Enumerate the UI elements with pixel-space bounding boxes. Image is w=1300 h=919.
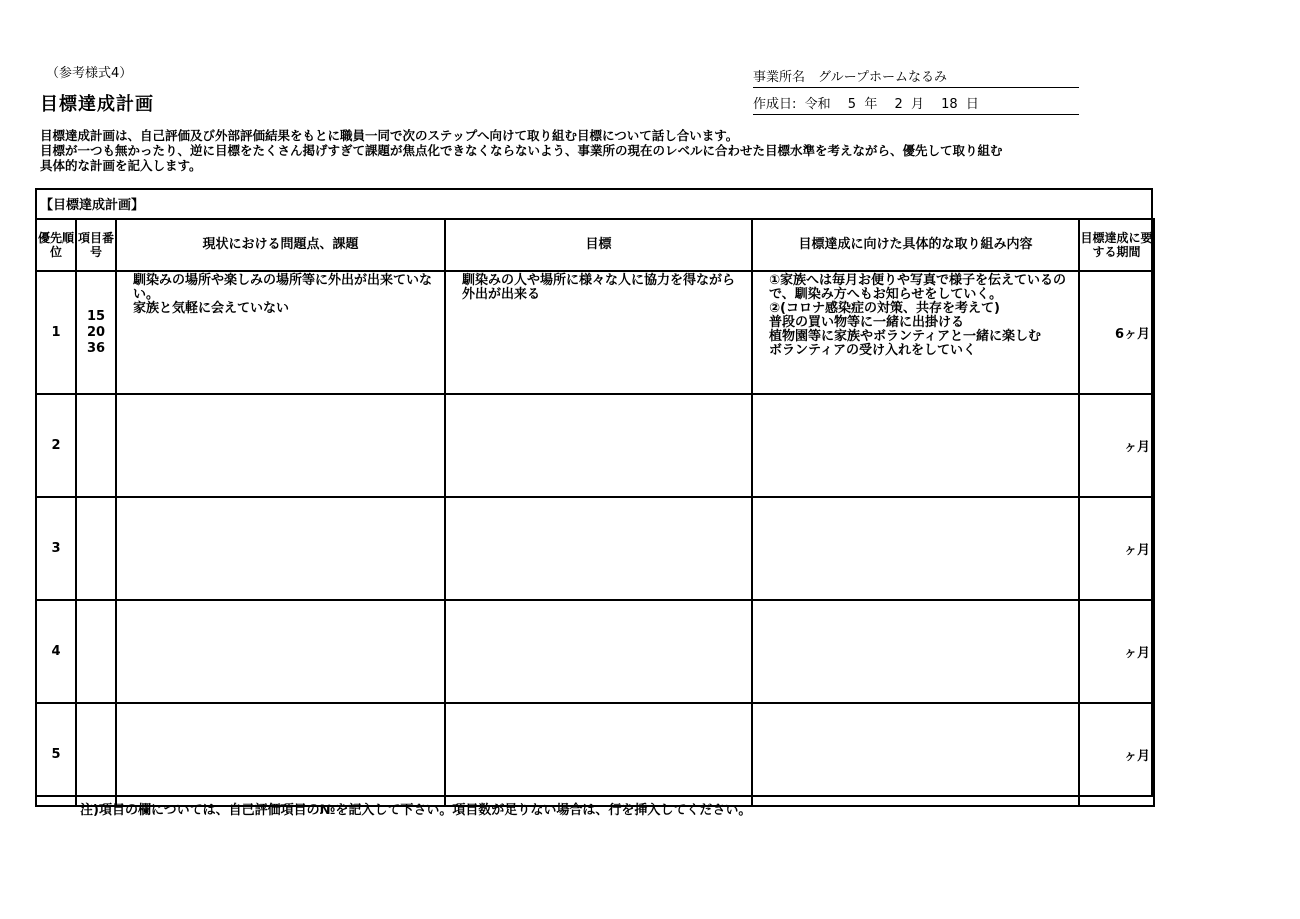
actions-cell[interactable] bbox=[752, 497, 1079, 600]
issues-cell[interactable] bbox=[116, 497, 445, 600]
table-row bbox=[36, 394, 1154, 497]
office-name: 事業所名 グループホームなるみ bbox=[753, 66, 1079, 88]
actions-cell[interactable]: ①家族へは毎月お便りや写真で様子を伝えているので、馴染み方へもお知らせをしていく。 ②(コロナ感染症の対策、共存を考えて) 普段の買い物等に一緒に出掛ける 植物園等に家族やボランティアと一緒に楽しむ ボランティアの受け入れをしていく bbox=[752, 271, 1079, 394]
actions-cell[interactable] bbox=[752, 600, 1079, 703]
intro-line-3: 具体的な計画を記入します。 bbox=[40, 158, 202, 173]
intro-text bbox=[40, 128, 1160, 173]
header-row bbox=[36, 219, 1154, 271]
col-header-period: 目標達成に要する期間 bbox=[1079, 219, 1154, 271]
col-header-goal: 目標 bbox=[445, 219, 752, 271]
item-no-cell[interactable] bbox=[76, 703, 116, 806]
period-cell[interactable]: 6ヶ月 bbox=[1079, 271, 1154, 394]
table-row bbox=[36, 600, 1154, 703]
period-cell[interactable]: ヶ月 bbox=[1079, 497, 1154, 600]
intro-line-1: 目標達成計画は、自己評価及び外部評価結果をもとに職員一同で次のステップへ向けて取り組む目標について話し合います。 bbox=[40, 128, 739, 143]
col-header-item-no: 項目番号 bbox=[76, 219, 116, 271]
period-cell[interactable]: ヶ月 bbox=[1079, 394, 1154, 497]
goal-cell[interactable] bbox=[445, 394, 752, 497]
priority-cell[interactable]: 1 bbox=[36, 271, 76, 394]
footnote: 注)項目の欄については、自己評価項目の№を記入して下さい。項目数が足りない場合は、行を挿入してください。 bbox=[80, 803, 752, 818]
item-no-cell[interactable] bbox=[76, 600, 116, 703]
priority-cell[interactable]: 5 bbox=[36, 703, 76, 806]
period-cell[interactable]: ヶ月 bbox=[1079, 600, 1154, 703]
goal-cell[interactable]: 馴染みの人や場所に様々な人に協力を得ながら外出が出来る bbox=[445, 271, 752, 394]
goal-cell[interactable] bbox=[445, 703, 752, 806]
table-row bbox=[36, 497, 1154, 600]
col-header-actions: 目標達成に向けた具体的な取り組み内容 bbox=[752, 219, 1079, 271]
created-date: 作成日: 令和 5 年 2 月 18 日 bbox=[753, 93, 1079, 115]
plan-table bbox=[35, 218, 1155, 807]
actions-cell[interactable] bbox=[752, 394, 1079, 497]
issues-cell[interactable] bbox=[116, 600, 445, 703]
goal-cell[interactable] bbox=[445, 497, 752, 600]
item-no-cell[interactable] bbox=[76, 394, 116, 497]
goal-cell[interactable] bbox=[445, 600, 752, 703]
section-title: 【目標達成計画】 bbox=[40, 198, 145, 213]
item-no-cell[interactable] bbox=[76, 497, 116, 600]
issues-cell[interactable] bbox=[116, 703, 445, 806]
plan-section bbox=[35, 188, 1153, 797]
actions-cell[interactable] bbox=[752, 703, 1079, 806]
period-cell[interactable]: ヶ月 bbox=[1079, 703, 1154, 806]
table-row bbox=[36, 271, 1154, 394]
issues-cell[interactable]: 馴染みの場所や楽しみの場所等に外出が出来ていない。 家族と気軽に会えていない bbox=[116, 271, 445, 394]
table-row bbox=[36, 703, 1154, 806]
form-reference-label: （参考様式4） bbox=[46, 66, 133, 81]
page-title: 目標達成計画 bbox=[40, 94, 154, 115]
item-no-cell[interactable]: 15 20 36 bbox=[76, 271, 116, 394]
priority-cell[interactable]: 4 bbox=[36, 600, 76, 703]
col-header-priority: 優先順位 bbox=[36, 219, 76, 271]
priority-cell[interactable]: 3 bbox=[36, 497, 76, 600]
intro-line-2: 目標が一つも無かったり、逆に目標をたくさん掲げすぎて課題が焦点化できなくならないよう、事業所の現在のレベルに合わせた目標水準を考えながら、優先して取り組む bbox=[40, 143, 1003, 158]
issues-cell[interactable] bbox=[116, 394, 445, 497]
priority-cell[interactable]: 2 bbox=[36, 394, 76, 497]
col-header-issues: 現状における問題点、課題 bbox=[116, 219, 445, 271]
